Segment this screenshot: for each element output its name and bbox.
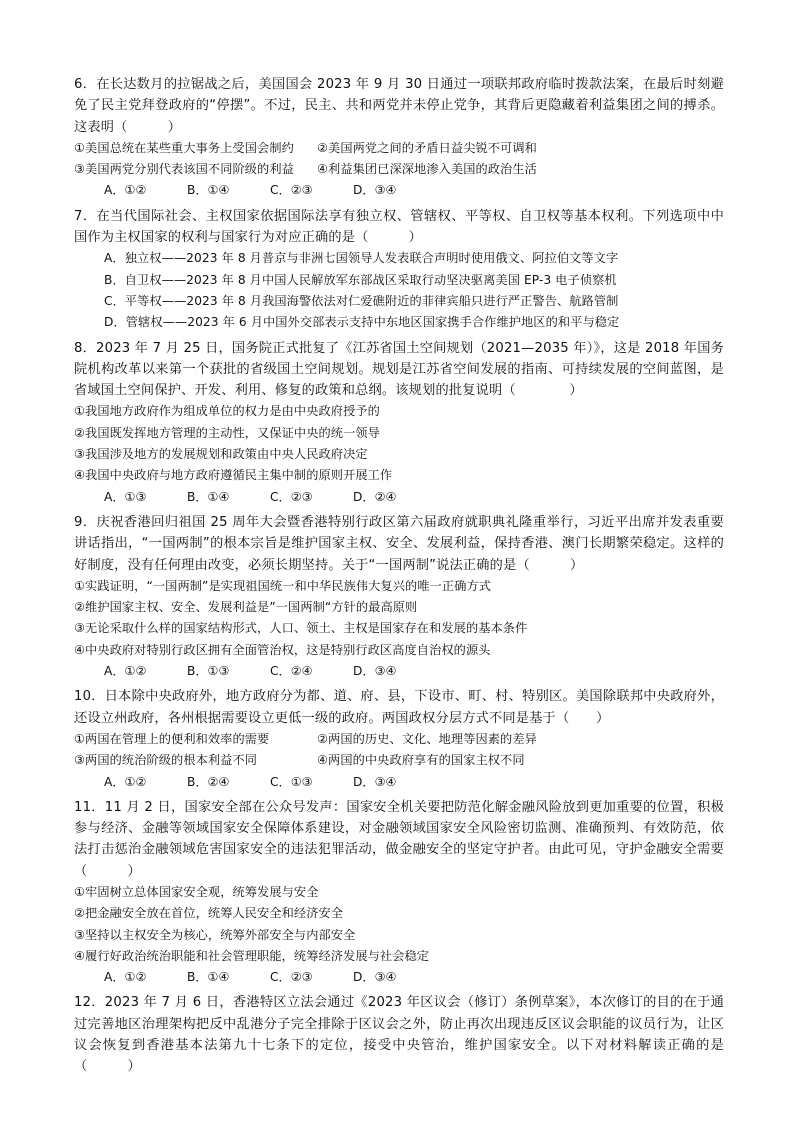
statement: ③无论采取什么样的国家结构形式，人口、领土、主权是国家存在和发展的基本条件 xyxy=(74,621,528,636)
statement-row xyxy=(74,138,724,159)
answer-options xyxy=(74,661,724,682)
option-a[interactable]: A．独立权——2023 年 8 月普京与非洲七国领导人发表联合声明时使用俄文、阿拉伯文等文字 xyxy=(104,251,619,266)
statement: ①两国在管理上的便利和效率的需要 xyxy=(74,731,270,746)
statement-row xyxy=(74,729,724,750)
document-body xyxy=(74,74,724,1082)
question-12 xyxy=(74,992,724,1077)
statement: ①我国地方政府作为组成单位的权力是由中央政府授予的 xyxy=(74,404,380,419)
option-b[interactable]: B．自卫权——2023 年 8 月中国人民解放军东部战区采取行动坚决驱离美国 EP-3 电子侦察机 xyxy=(104,272,617,287)
option-c[interactable]: C．②③ xyxy=(270,970,313,985)
answer-options xyxy=(74,180,724,201)
statement: ①美国总统在某些重大事务上受国会制约 xyxy=(74,140,294,155)
statement: ③两国的统治阶级的根本利益不同 xyxy=(74,753,258,768)
statement-row xyxy=(74,750,724,771)
statement: ②美国两党之间的矛盾日益尖锐不可调和 xyxy=(317,140,537,155)
statement: ②把金融安全放在首位，统筹人民安全和经济安全 xyxy=(74,906,344,921)
option-c[interactable]: C．②③ xyxy=(270,489,313,504)
option-a[interactable]: A．①② xyxy=(104,774,147,789)
option-c[interactable]: C．平等权——2023 年 8 月我国海警依法对仁爱礁附近的菲律宾船只进行严正警告、航路管制 xyxy=(104,293,619,308)
option-d[interactable]: D．③④ xyxy=(353,774,397,789)
option-d[interactable]: D．③④ xyxy=(353,183,397,198)
question-6 xyxy=(74,74,724,202)
statement: ②我国既发挥地方管理的主动性，又保证中央的统一领导 xyxy=(74,425,380,440)
option-a[interactable]: A．①② xyxy=(104,183,147,198)
statement: ④履行好政治统治职能和社会管理职能，统筹经济发展与社会稳定 xyxy=(74,948,430,963)
question-7 xyxy=(74,206,724,334)
question-stem: 9．庆祝香港回归祖国 25 周年大会暨香港特别行政区第六届政府就职典礼隆重举行，习近平出席并发表重要讲话指出，“一国两制”的根本宗旨是维护国家主权、安全、发展利益，保持香港、澳门长期繁荣稳定。这样的好制度，没有任何理由改变，必须长期坚持。关于“一国两制”说法正确的是（ ） xyxy=(74,514,724,573)
option-b[interactable]: B．①④ xyxy=(187,489,230,504)
statement: ④利益集团已深深地渗入美国的政治生活 xyxy=(317,162,537,177)
option-a[interactable]: A．①② xyxy=(104,970,147,985)
option-b[interactable]: B．①③ xyxy=(187,664,230,679)
statement: ①牢固树立总体国家安全观，统筹发展与安全 xyxy=(74,884,319,899)
option-a[interactable]: A．①③ xyxy=(104,489,147,504)
answer-options xyxy=(74,487,724,508)
option-c[interactable]: C．②④ xyxy=(270,664,313,679)
statement-row xyxy=(74,159,724,180)
statement: ③美国两党分别代表该国不同阶级的利益 xyxy=(74,162,294,177)
option-a[interactable]: A．①② xyxy=(104,664,147,679)
option-d[interactable]: D．③④ xyxy=(353,664,397,679)
question-stem: 7．在当代国际社会、主权国家依据国际法享有独立权、管辖权、平等权、自卫权等基本权利。下列选项中中国作为主权国家的权利与国家行为对应正确的是（ ） xyxy=(74,208,724,246)
statement: ③我国涉及地方的发展规划和政策由中央人民政府决定 xyxy=(74,447,368,462)
option-c[interactable]: C．②③ xyxy=(270,183,313,198)
statement: ④我国中央政府与地方政府遵循民主集中制的原则开展工作 xyxy=(74,468,393,483)
option-b[interactable]: B．②④ xyxy=(187,774,230,789)
option-d[interactable]: D．②④ xyxy=(353,489,397,504)
option-c[interactable]: C．①③ xyxy=(270,774,313,789)
answer-options xyxy=(74,967,724,988)
question-10 xyxy=(74,686,724,792)
question-stem: 12．2023 年 7 月 6 日，香港特区立法会通过《2023 年区议会（修订）条例草案》，本次修订的目的在于通过完善地区治理架构把反中乱港分子完全排除于区议会之外，防止再次出现违反区议会职能的议员行为，让区议会恢复到香港基本法第九十七条下的定位，接受中央管治，维护国家安全。以下对材料解读正确的是（ ） xyxy=(74,995,724,1075)
option-b[interactable]: B．①④ xyxy=(187,970,230,985)
question-stem: 11．11 月 2 日，国家安全部在公众号发声：国家安全机关要把防范化解金融风险放到更加重要的位置，积极参与经济、金融等领域国家安全保障体系建设，对金融领域国家安全风险密切监测、准确预判、有效防范，依法打击惩治金融领域危害国家安全的违法犯罪活动，做金融安全的坚定守护者。由此可见，守护金融安全需要（ ） xyxy=(74,799,724,879)
answer-options xyxy=(74,772,724,793)
option-b[interactable]: B．①④ xyxy=(187,183,230,198)
statement: ①实践证明，“一国两制”是实现祖国统一和中华民族伟大复兴的唯一正确方式 xyxy=(74,578,492,593)
question-8 xyxy=(74,338,724,508)
question-stem: 8．2023 年 7 月 25 日，国务院正式批复了《江苏省国土空间规划（2021—2035 年）》，这是 2018 年国务院机构改革以来第一个获批的省级国土空间规划。规划是江苏省空间发展的指南、可持续发展的空间蓝图，是省域国土空间保护、开发、利用、修复的政策和总纲。该规划的批复说明（ ） xyxy=(74,340,724,399)
statement: ④中央政府对特别行政区拥有全面管治权，这是特别行政区高度自治权的源头 xyxy=(74,642,491,657)
question-11 xyxy=(74,797,724,989)
question-stem: 6．在长达数月的拉锯战之后，美国国会 2023 年 9 月 30 日通过一项联邦政府临时拨款法案，在最后时刻避免了民主党拜登政府的“停摆”。不过，民主、共和两党并未停止党争，其背后更隐藏着利益集团之间的搏杀。这表明（ ） xyxy=(74,77,724,135)
statement: ②维护国家主权、安全、发展利益是”一国两制“方针的最高原则 xyxy=(74,600,418,615)
statement: ④两国的中央政府享有的国家主权不同 xyxy=(317,753,525,768)
question-stem: 10．日本除中央政府外，地方政府分为都、道、府、县，下设市、町、村、特别区。美国除联邦中央政府外，还设立州政府，各州根据需要设立更低一级的政府。两国政权分层方式不同是基于（ ） xyxy=(74,689,724,726)
statement: ②两国的历史、文化、地理等因素的差异 xyxy=(317,731,537,746)
statement: ③坚持以主权安全为核心，统筹外部安全与内部安全 xyxy=(74,927,356,942)
option-d[interactable]: D．③④ xyxy=(353,970,397,985)
question-9 xyxy=(74,512,724,682)
option-d[interactable]: D．管辖权——2023 年 6 月中国外交部表示支持中东地区国家携手合作维护地区的和平与稳定 xyxy=(104,315,620,330)
